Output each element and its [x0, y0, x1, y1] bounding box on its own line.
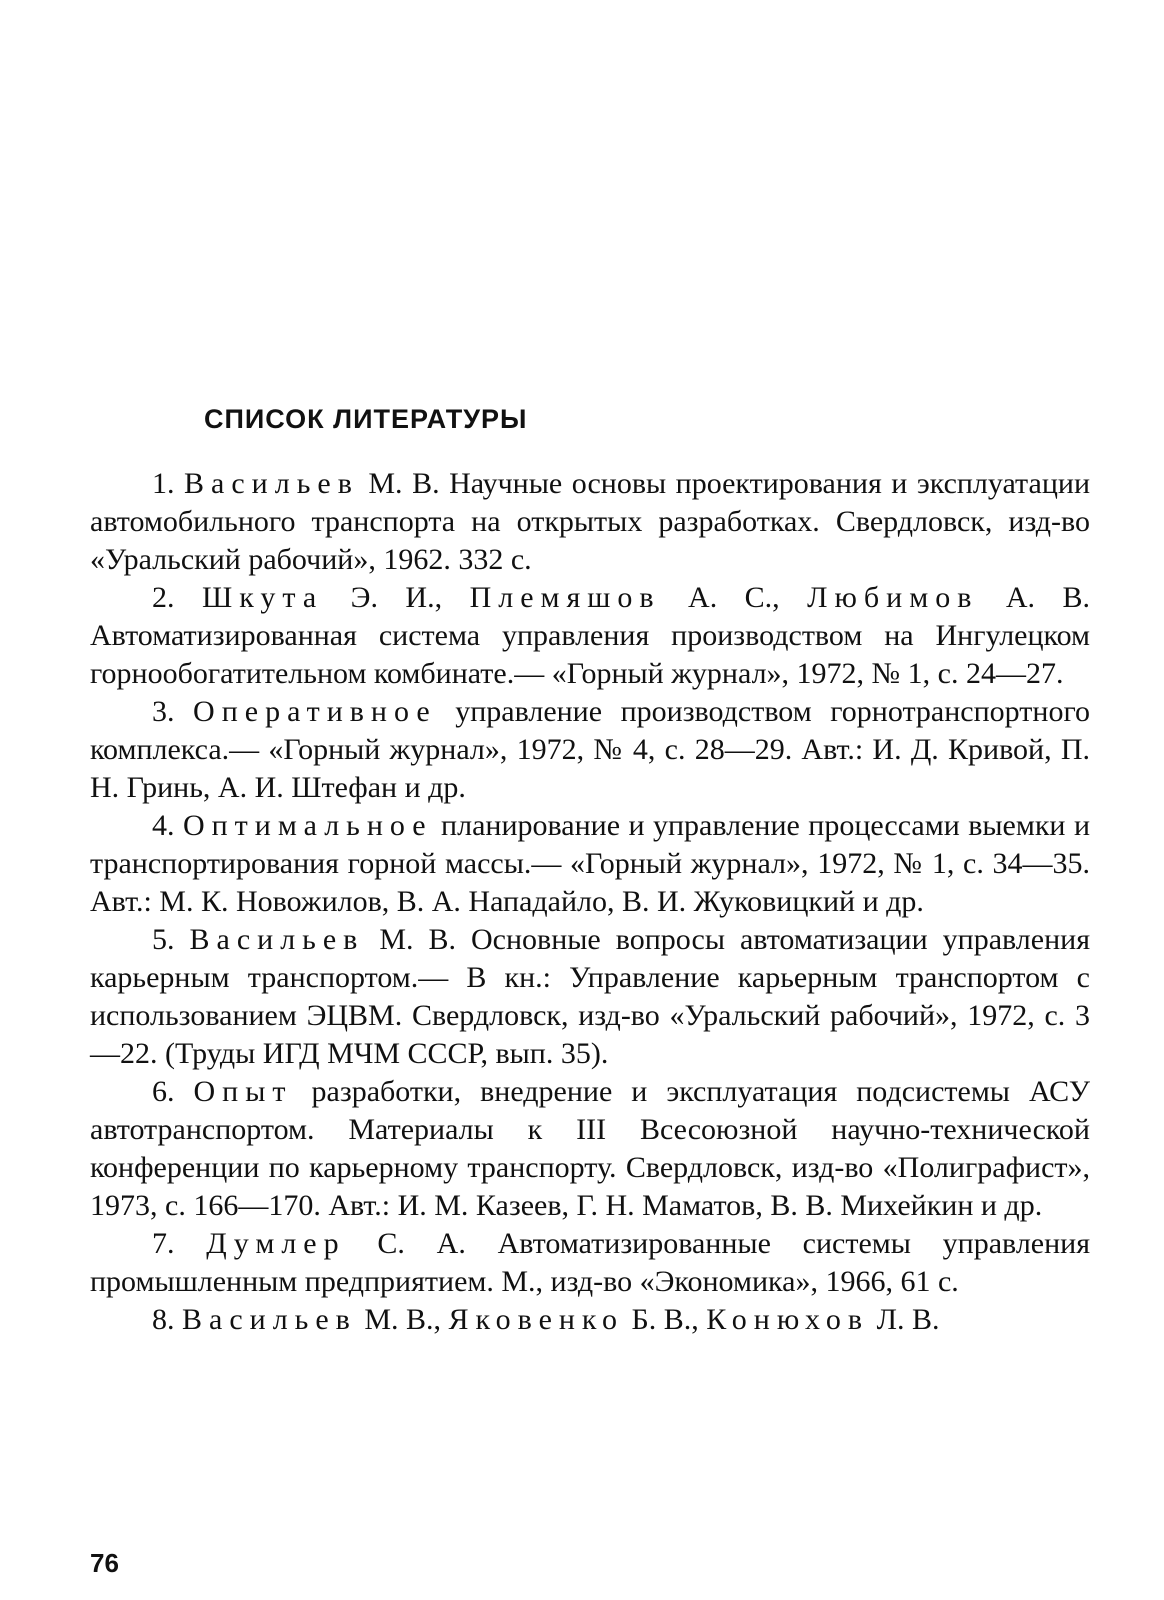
reference-text: планирование и управление процессами выемки и транспортирования горной массы.— «Горный журнал», 1972, № 1, с. 34—35. Авт.: М. К. Новожилов, В. А. Нападайло, В. И. Жуковицкий и др. [90, 809, 1090, 918]
reference-author: Думлер [206, 1227, 346, 1260]
reference-author: Васильев [189, 923, 365, 956]
reference-text: управление производством горнотранспортного комплекса.— «Горный журнал», 1972, № 4, с. 28—29. Авт.: И. Д. Кривой, П. Н. Гринь, А. И. Штефан и др. [90, 695, 1090, 804]
reference-text: М. В. Основные вопросы автоматизации управления карьерным транспортом.— В кн.: Управление карьерным транспортом с использованием ЭЦВМ. Свердловск, изд-во «Уральский рабочий», 1972, с. 3—22. (Труды ИГД МЧМ СССР, вып. 35). [90, 923, 1090, 1070]
reference-item-4 [90, 807, 1090, 921]
reference-item-6 [90, 1073, 1090, 1225]
reference-title-lead: Оперативное [193, 695, 437, 728]
section-heading: СПИСОК ЛИТЕРАТУРЫ [204, 404, 528, 434]
reference-number: 8. [152, 1303, 175, 1336]
reference-author: Любимов [807, 581, 979, 614]
reference-title-lead: Опыт [193, 1075, 293, 1108]
reference-author: Племяшов [469, 581, 661, 614]
reference-text: Л. В. [869, 1303, 940, 1336]
reference-author: Шкута [201, 581, 324, 614]
reference-item-8 [90, 1301, 1090, 1339]
reference-number: 6. [152, 1075, 175, 1108]
reference-number: 2. [152, 581, 175, 614]
reference-author: Яковенко [448, 1303, 624, 1336]
reference-number: 3. [152, 695, 175, 728]
reference-number: 7. [152, 1227, 175, 1260]
reference-text: А. В. Автоматизированная система управления производством на Ингулецком горнообогатительном комбинате.— «Горный журнал», 1972, № 1, с. 24—27. [90, 581, 1090, 690]
reference-initials: А. С., [660, 581, 808, 614]
reference-title-lead: Оптимальное [182, 809, 433, 842]
reference-item-7 [90, 1225, 1090, 1301]
reference-initials: Б. В., [624, 1303, 707, 1336]
reference-author: Конюхов [706, 1303, 870, 1336]
reference-text: М. В. Научные основы проектирования и эксплуатации автомобильного транспорта на открытых разработках. Свердловск, изд-во «Уральский рабочий», 1962. 332 с. [90, 467, 1091, 576]
reference-text: разработки, внедрение и эксплуатация подсистемы АСУ автотранспортом. Материалы к III Всесоюзной научно-технической конференции по карьерному транспорту. Свердловск, изд-во «Полиграфист», 1973, с. 166—170. Авт.: И. М. Казеев, Г. Н. Маматов, В. В. Михейкин и др. [90, 1075, 1090, 1222]
reference-list [90, 465, 1090, 1339]
reference-number: 1. [152, 467, 175, 500]
reference-number: 5. [152, 923, 175, 956]
reference-item-3 [90, 693, 1090, 807]
reference-text: С. А. Автоматизированные системы управления промышленным предприятием. М., изд-во «Экономика», 1966, 61 с. [90, 1227, 1091, 1298]
reference-item-1 [90, 465, 1090, 579]
page-number: 76 [90, 1548, 119, 1578]
reference-initials: М. В., [356, 1303, 449, 1336]
reference-author: Васильев [184, 467, 359, 500]
reference-item-2 [90, 579, 1090, 693]
reference-author: Васильев [182, 1303, 357, 1336]
reference-initials: Э. И., [323, 581, 470, 614]
reference-number: 4. [152, 809, 175, 842]
reference-item-5 [90, 921, 1090, 1073]
